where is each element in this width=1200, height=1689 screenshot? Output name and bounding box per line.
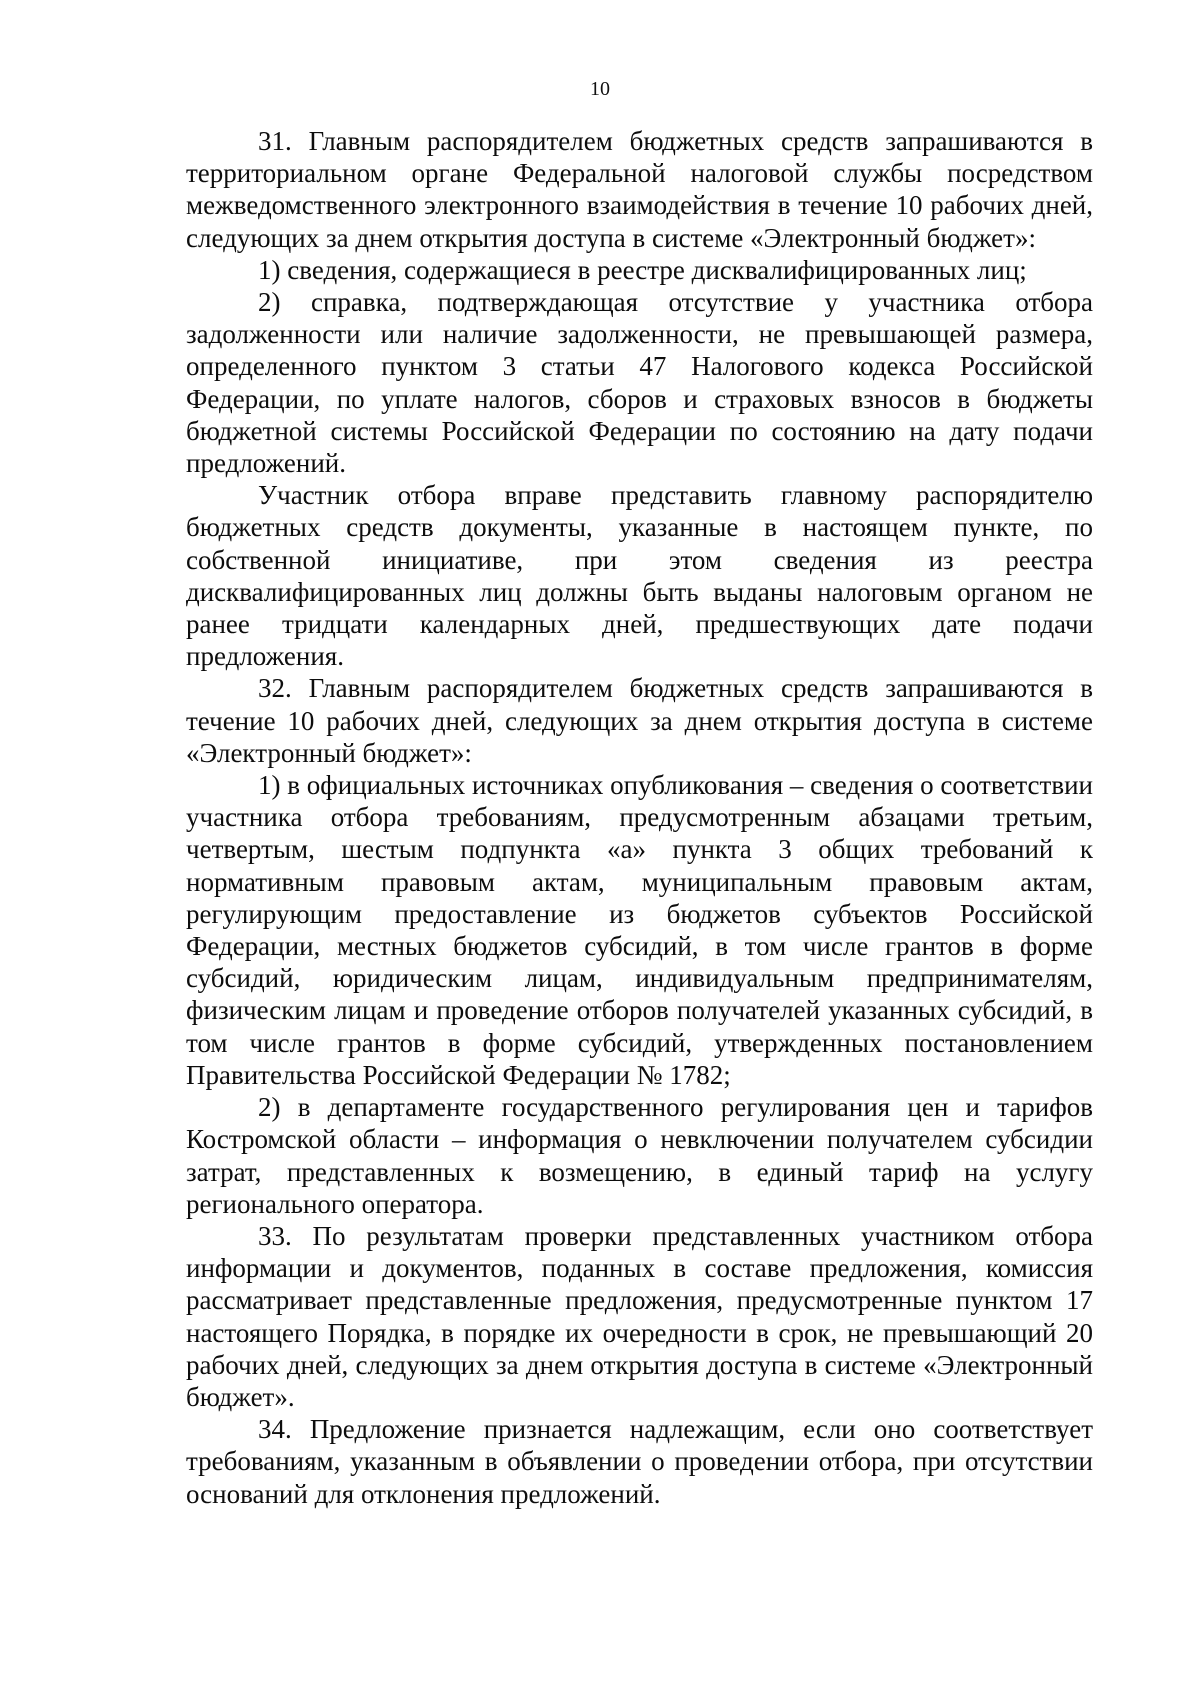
- paragraph-31: 31. Главным распорядителем бюджетных средств запрашиваются в территориальном органе Федеральной налоговой службы посредством межведомственного электронного взаимодействия в течение 10 рабочих дней, следующих за днем открытия доступа в системе «Электронный бюджет»:: [186, 126, 1093, 253]
- document-body: [186, 125, 1093, 1510]
- paragraph-31-note: Участник отбора вправе представить главному распорядителю бюджетных средств документы, указанные в настоящем пункте, по собственной инициативе, при этом сведения из реестра дисквалифицированных лиц должны быть выданы налоговым органом не ранее тридцати календарных дней, предшествующих дате подачи предложения.: [186, 480, 1093, 672]
- paragraph-34: 34. Предложение признается надлежащим, если оно соответствует требованиям, указанным в объявлении о проведении отбора, при отсутствии оснований для отклонения предложений.: [186, 1414, 1093, 1509]
- paragraph-32-item-1: 1) в официальных источниках опубликования – сведения о соответствии участника отбора требованиям, предусмотренным абзацами третьим, четвертым, шестым подпункта «а» пункта 3 общих требований к нормативным правовым актам, муниципальным правовым актам, регулирующим предоставление из бюджетов субъектов Российской Федерации, местных бюджетов субсидий, в том числе грантов в форме субсидий, юридическим лицам, индивидуальным предпринимателям, физическим лицам и проведение отборов получателей указанных субсидий, в том числе грантов в форме субсидий, утвержденных постановлением Правительства Российской Федерации № 1782;: [186, 770, 1093, 1090]
- paragraph-32-item-2: 2) в департаменте государственного регулирования цен и тарифов Костромской области – информация о невключении получателем субсидии затрат, представленных к возмещению, в единый тариф на услугу регионального оператора.: [186, 1092, 1093, 1219]
- paragraph-31-item-1: 1) сведения, содержащиеся в реестре дисквалифицированных лиц;: [258, 254, 1027, 285]
- paragraph-31-item-2: 2) справка, подтверждающая отсутствие у участника отбора задолженности или наличие задолженности, не превышающей размера, определенного пунктом 3 статьи 47 Налогового кодекса Российской Федерации, по уплате налогов, сборов и страховых взносов в бюджеты бюджетной системы Российской Федерации по состоянию на дату подачи предложений.: [186, 287, 1093, 479]
- paragraph-33: 33. По результатам проверки представленных участником отбора информации и документов, поданных в составе предложения, комиссия рассматривает представленные предложения, предусмотренные пунктом 17 настоящего Порядка, в порядке их очередности в срок, не превышающий 20 рабочих дней, следующих за днем открытия доступа в системе «Электронный бюджет».: [186, 1220, 1093, 1412]
- page-number: 10: [590, 78, 610, 100]
- paragraph-32: 32. Главным распорядителем бюджетных средств запрашиваются в течение 10 рабочих дней, следующих за днем открытия доступа в системе «Электронный бюджет»:: [186, 673, 1093, 768]
